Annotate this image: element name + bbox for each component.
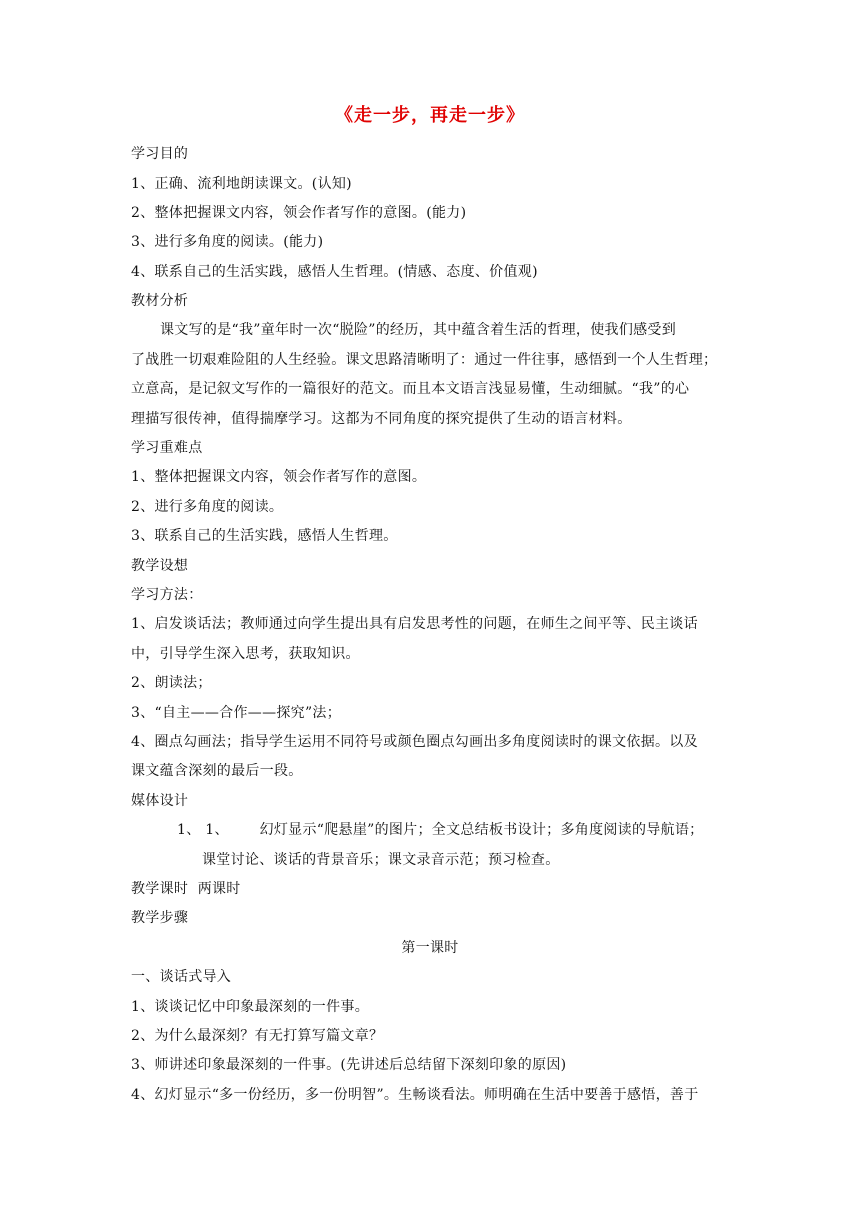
paragraph-line: 2、进行多角度的阅读。 bbox=[131, 499, 284, 515]
paragraph-line: 2、朗读法； bbox=[131, 675, 212, 691]
paragraph-line: 4、幻灯显示“多一份经历，多一份明智”。生畅谈看法。师明确在生活中要善于感悟，善于 bbox=[131, 1087, 699, 1103]
media-design-continuation: 课堂讨论、谈话的背景音乐；课文录音示范；预习检查。 bbox=[202, 852, 560, 868]
paragraph-line: 1、启发谈话法；教师通过向学生提出具有启发思考性的问题，在师生之间平等、民主谈话 bbox=[131, 616, 698, 632]
heading-key-points: 学习重难点 bbox=[131, 440, 203, 456]
paragraph-line: 3、联系自己的生活实践，感悟人生哲理。 bbox=[131, 528, 398, 544]
heading-material-analysis: 教材分析 bbox=[131, 293, 189, 309]
heading-teaching-plan: 教学设想 bbox=[131, 558, 189, 574]
paragraph-line: 1、谈谈记忆中印象最深刻的一件事。 bbox=[131, 999, 370, 1015]
list-number: 1、 bbox=[205, 822, 229, 838]
paragraph-line: 立意高，是记叙文写作的一篇很好的范文。而且本文语言浅显易懂，生动细腻。“我”的心 bbox=[131, 381, 690, 397]
paragraph-line: 3、师讲述印象最深刻的一件事。(先讲述后总结留下深刻印象的原因) bbox=[131, 1057, 567, 1073]
heading-media-design: 媒体设计 bbox=[131, 793, 189, 809]
paragraph-line: 2、为什么最深刻？有无打算写篇文章？ bbox=[131, 1028, 384, 1044]
paragraph-line: 了战胜一切艰难险阻的人生经验。课文思路清晰明了：通过一件往事，感悟到一个人生哲理； bbox=[131, 352, 718, 368]
heading-class-hours: 教学课时 两课时 bbox=[131, 881, 241, 897]
heading-learning-methods: 学习方法： bbox=[131, 587, 203, 603]
media-text: 幻灯显示“爬悬崖”的图片；全文总结板书设计；多角度阅读的导航语； bbox=[259, 822, 704, 838]
media-design-item bbox=[177, 820, 777, 840]
paragraph-line: 课文蕴含深刻的最后一段。 bbox=[131, 763, 303, 779]
paragraph-line: 2、整体把握课文内容，领会作者写作的意图。(能力) bbox=[131, 205, 467, 221]
paragraph-line: 4、联系自己的生活实践，感悟人生哲理。(情感、态度、价值观) bbox=[131, 264, 538, 280]
paragraph-line: 课文写的是“我”童年时一次“脱险”的经历，其中蕴含着生活的哲理，使我们感受到 bbox=[160, 322, 677, 338]
paragraph-line: 1、正确、流利地朗读课文。(认知) bbox=[131, 176, 352, 192]
list-number: 1、 bbox=[177, 822, 201, 838]
paragraph-line: 3、进行多角度的阅读。(能力) bbox=[131, 234, 324, 250]
document-title: 《走一步，再走一步》 bbox=[335, 105, 525, 126]
paragraph-line: 中，引导学生深入思考，获取知识。 bbox=[131, 646, 360, 662]
paragraph-line: 4、圈点勾画法；指导学生运用不同符号或颜色圈点勾画出多角度阅读时的课文依据。以及 bbox=[131, 734, 698, 750]
heading-teaching-steps: 教学步骤 bbox=[131, 910, 189, 926]
section-title: 第一课时 bbox=[401, 940, 459, 956]
heading-learning-goals: 学习目的 bbox=[131, 146, 189, 162]
paragraph-line: 一、谈话式导入 bbox=[131, 969, 232, 985]
paragraph-line: 理描写很传神，值得揣摩学习。这都为不同角度的探究提供了生动的语言材料。 bbox=[131, 411, 632, 427]
paragraph-line: 1、整体把握课文内容，领会作者写作的意图。 bbox=[131, 469, 427, 485]
paragraph-line: 3、“自主——合作——探究”法； bbox=[131, 705, 342, 721]
